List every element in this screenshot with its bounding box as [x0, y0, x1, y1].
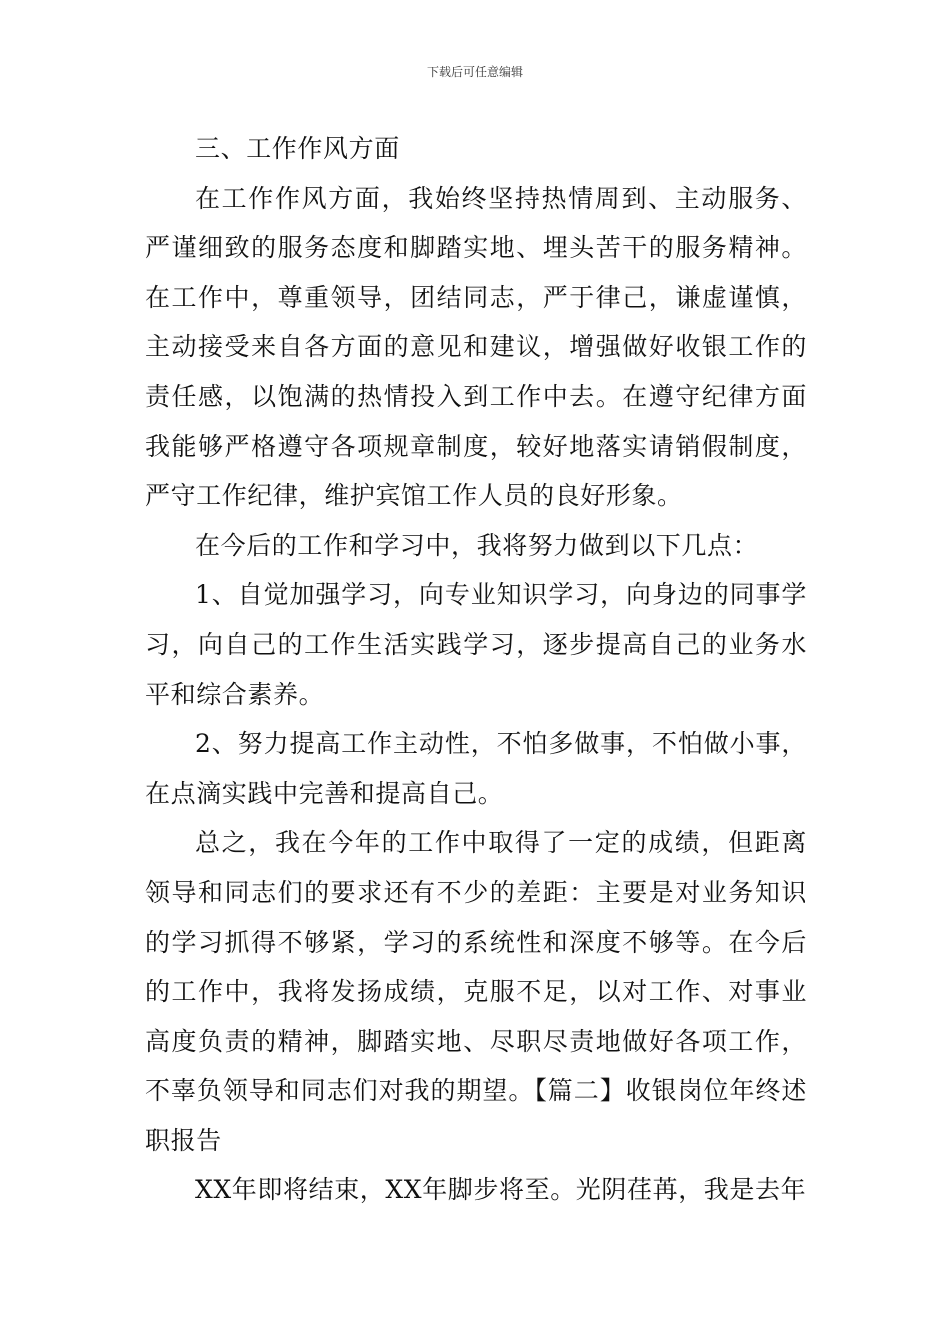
section-heading: 三、工作作风方面 [195, 134, 400, 163]
paragraph-point-2: 2、努力提高工作主动性，不怕多做事，不怕做小事，在点滴实践中完善和提高自己。 [145, 729, 807, 808]
page-header-note: 下载后可任意编辑 [426, 65, 523, 79]
paragraph-report-start: XX年即将结束，XX年脚步将至。光阴荏苒，我是去年 [195, 1175, 807, 1205]
paragraph-summary: 总之，我在今年的工作中取得了一定的成绩，但距离领导和同志们的要求还有不少的差距：主要是对业务知识的学习抓得不够紧，学习的系统性和深度不够等。在今后的工作中，我将发扬成绩，克服不足，以对工作、对事业高度负责的精神，脚踏实地、尽职尽责地做好各项工作，不辜负领导和同志们对我的期望。【篇二】收银岗位年终述职报告 [145, 828, 807, 1155]
document-body [145, 124, 807, 1215]
paragraph-work-style: 在工作作风方面，我始终坚持热情周到、主动服务、严谨细致的服务态度和脚踏实地、埋头苦干的服务精神。在工作中，尊重领导，团结同志，严于律己，谦虚谨慎，主动接受来自各方面的意见和建议，增强做好收银工作的责任感，以饱满的热情投入到工作中去。在遵守纪律方面我能够严格遵守各项规章制度，较好地落实请销假制度，严守工作纪律，维护宾馆工作人员的良好形象。 [145, 183, 807, 511]
paragraph-point-1: 1、自觉加强学习，向专业知识学习，向身边的同事学习，向自己的工作生活实践学习，逐步提高自己的业务水平和综合素养。 [145, 580, 807, 709]
paragraph-future-plan-intro: 在今后的工作和学习中，我将努力做到以下几点： [195, 530, 759, 560]
